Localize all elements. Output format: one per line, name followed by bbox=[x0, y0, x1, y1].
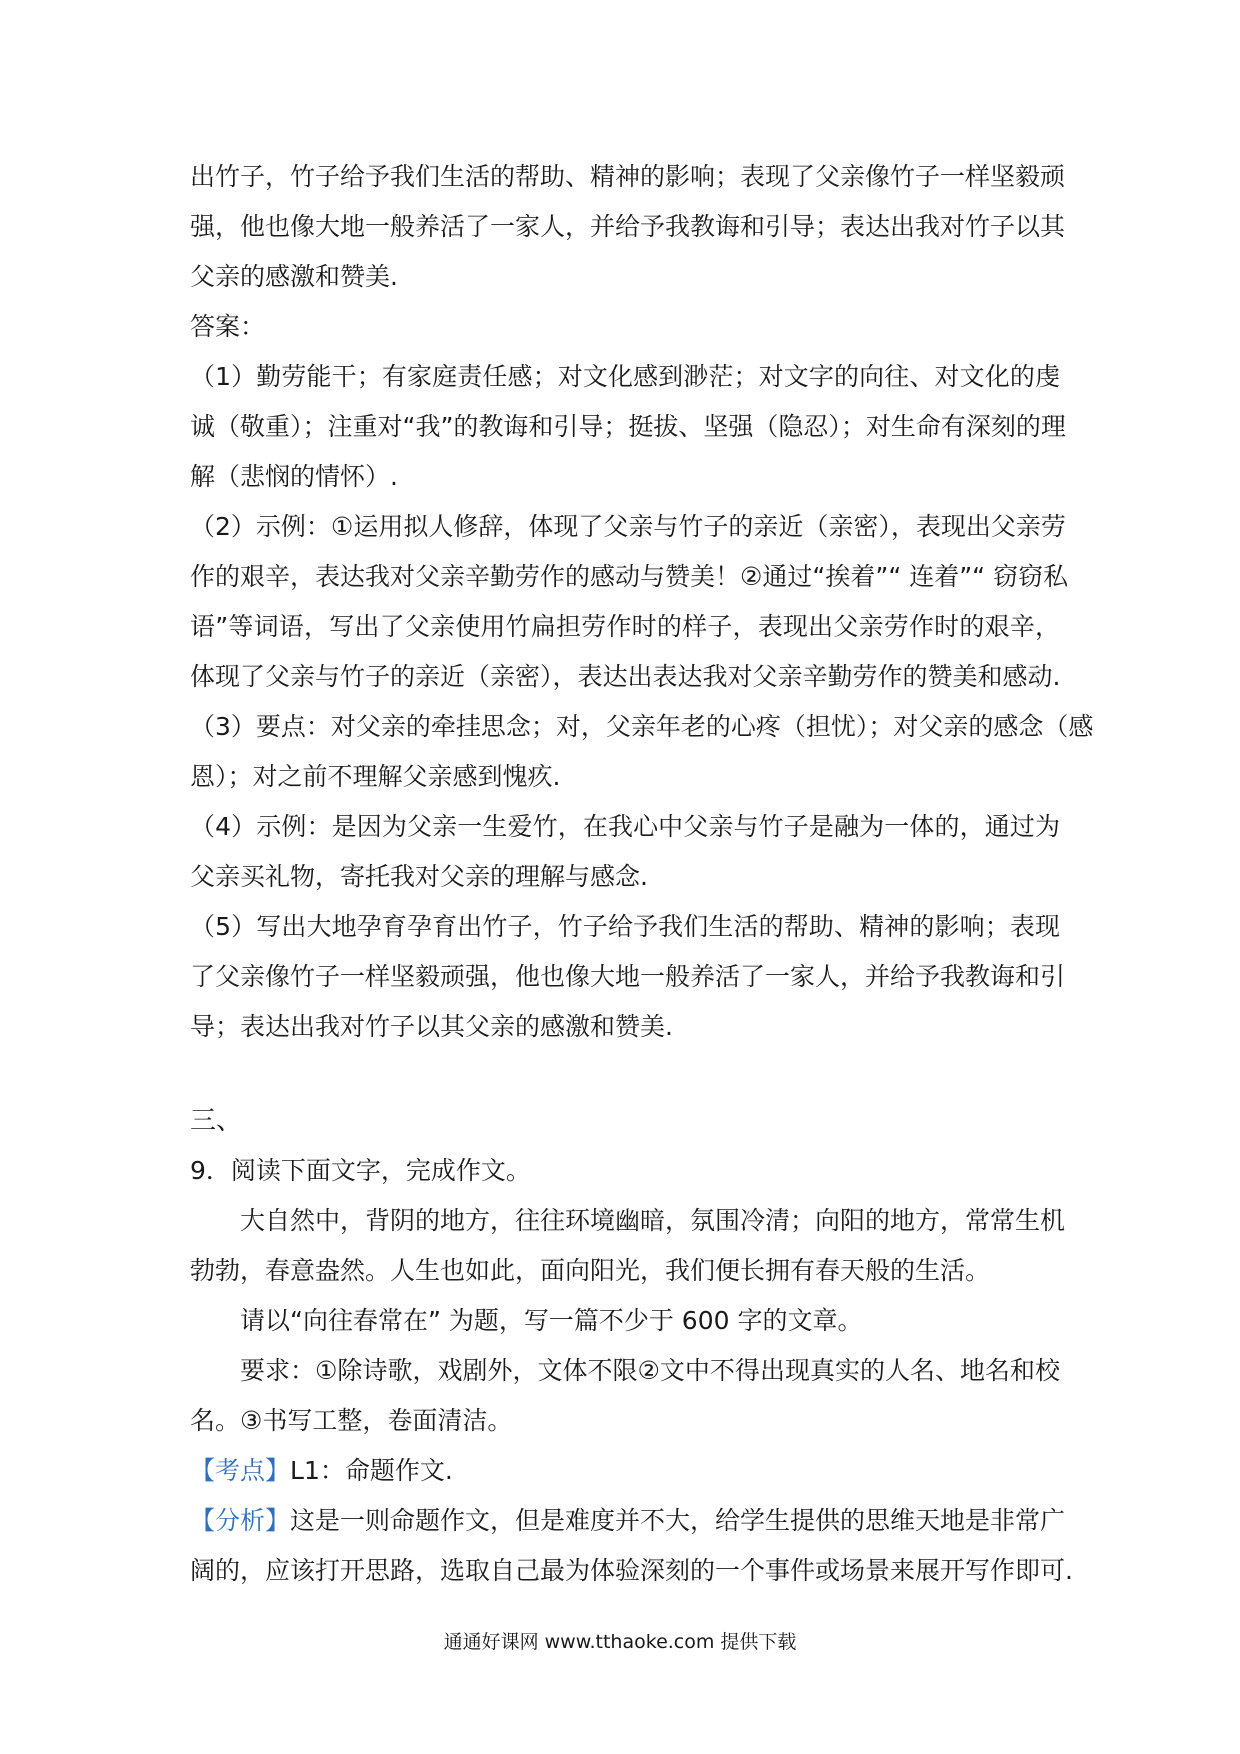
answer-4-line-2: 父亲买礼物，寄托我对父亲的理解与感念. bbox=[190, 862, 648, 891]
answer-3-line-2: 恩）；对之前不理解父亲感到愧疚. bbox=[190, 762, 561, 791]
passage-line-2: 勃勃，春意盎然。人生也如此，面向阳光，我们便长拥有春天般的生活。 bbox=[190, 1256, 991, 1285]
page-footer: 通通好课网 www.tthaoke.com 提供下载 bbox=[443, 1631, 797, 1653]
answer-heading: 答案： bbox=[190, 312, 266, 341]
answer-2-line-1: （2）示例：①运用拟人修辞，体现了父亲与竹子的亲近（亲密），表现出父亲劳 bbox=[190, 512, 1066, 541]
requirement-line-1: 要求：①除诗歌，戏剧外，文体不限②文中不得出现真实的人名、地名和校 bbox=[240, 1356, 1060, 1385]
answer-5-line-1: （5）写出大地孕育孕育出竹子，竹子给予我们生活的帮助、精神的影响；表现 bbox=[190, 912, 1060, 941]
answer-2-line-3: 语”等词语，写出了父亲使用竹扁担劳作时的样子，表现出父亲劳作时的艰辛， bbox=[190, 612, 1060, 641]
section-heading: 三、 bbox=[190, 1106, 243, 1136]
answer-line-3: 父亲的感激和赞美. bbox=[190, 262, 398, 291]
answer-1-line-3: 解（悲悯的情怀）. bbox=[190, 462, 398, 491]
answer-3-line-1: （3）要点：对父亲的牵挂思念；对，父亲年老的心疼（担忧）；对父亲的感念（感 bbox=[190, 712, 1094, 741]
answer-5-line-2: 了父亲像竹子一样坚毅顽强，他也像大地一般养活了一家人，并给予我教诲和引 bbox=[190, 962, 1066, 991]
answer-5-line-3: 导；表达出我对竹子以其父亲的感激和赞美. bbox=[190, 1012, 673, 1041]
passage-line-1: 大自然中，背阴的地方，往往环境幽暗，氛围冷清；向阳的地方，常常生机 bbox=[240, 1206, 1066, 1235]
answer-line-1: 出竹子，竹子给予我们生活的帮助、精神的影响；表现了父亲像竹子一样坚毅顽 bbox=[190, 162, 1066, 191]
kaodian-line bbox=[190, 1446, 1060, 1496]
answer-2-line-2: 作的艰辛，表达我对父亲辛勤劳作的感动与赞美！②通过“挨着”“ 连着”“ 窃窃私 bbox=[190, 562, 1069, 591]
kaodian-text: L1：命题作文. bbox=[290, 1456, 453, 1485]
requirement-line-2: 名。③书写工整，卷面清洁。 bbox=[190, 1406, 513, 1435]
answer-1-line-1: （1）勤劳能干；有家庭责任感；对文化感到渺茫；对文字的向往、对文化的虔 bbox=[190, 362, 1060, 391]
question-title: 9．阅读下面文字，完成作文。 bbox=[190, 1156, 531, 1185]
answer-1-line-2: 诚（敬重）；注重对“我”的教诲和引导；挺拔、坚强（隐忍）；对生命有深刻的理 bbox=[190, 412, 1066, 441]
answer-line-2: 强，他也像大地一般养活了一家人，并给予我教诲和引导；表达出我对竹子以其 bbox=[190, 212, 1066, 241]
fenxi-line-1 bbox=[190, 1496, 1066, 1546]
answer-2-line-4: 体现了父亲与竹子的亲近（亲密），表达出表达我对父亲辛勤劳作的赞美和感动. bbox=[190, 662, 1061, 691]
fenxi-text-1: 这是一则命题作文，但是难度并不大，给学生提供的思维天地是非常广 bbox=[290, 1506, 1066, 1535]
document-page bbox=[190, 152, 1094, 1596]
fenxi-label: 【分析】 bbox=[190, 1506, 291, 1535]
kaodian-label: 【考点】 bbox=[190, 1456, 291, 1485]
prompt-line: 请以“向往春常在” 为题，写一篇不少于 600 字的文章。 bbox=[240, 1306, 863, 1335]
fenxi-line-2: 阔的，应该打开思路，选取自己最为体验深刻的一个事件或场景来展开写作即可. bbox=[190, 1556, 1073, 1585]
answer-4-line-1: （4）示例：是因为父亲一生爱竹，在我心中父亲与竹子是融为一体的，通过为 bbox=[190, 812, 1060, 841]
